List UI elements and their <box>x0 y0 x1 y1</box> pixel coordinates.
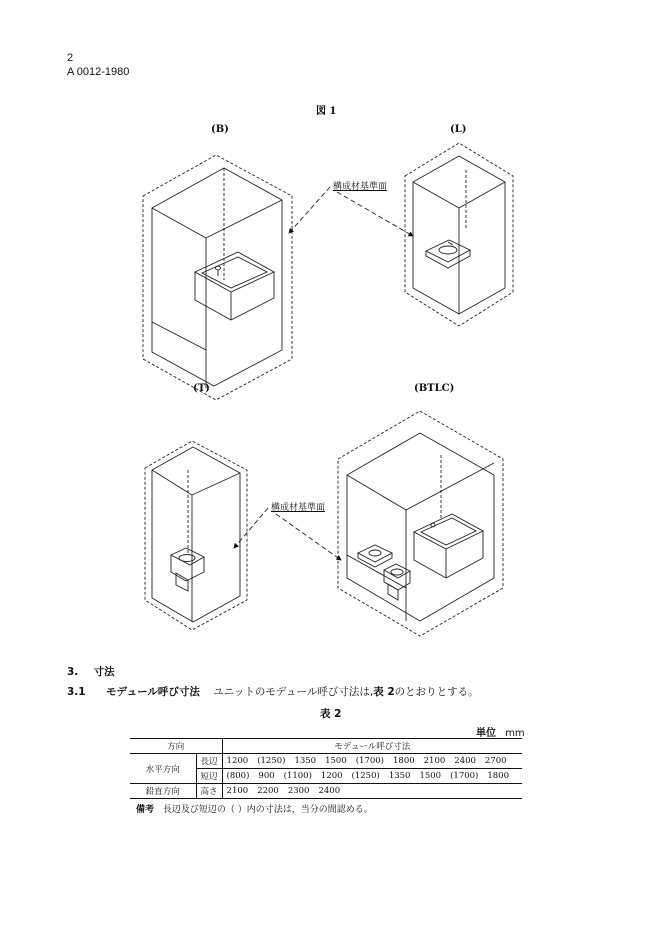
table-2-caption: 表 2 <box>320 708 342 720</box>
row-values <box>222 784 522 799</box>
value-cell: 2700 <box>484 756 507 766</box>
table-2 <box>130 738 522 799</box>
table-header-row <box>130 739 522 754</box>
value-cell: (1100) <box>283 771 312 781</box>
vertical-direction: 鉛直方向 <box>130 784 196 799</box>
value-cell: 2400 <box>454 756 476 766</box>
value-cell: 2300 <box>287 786 310 796</box>
unit-b-diagram <box>143 155 292 400</box>
section-3-1-body-pre: ユニットのモデュール呼び寸法は, <box>213 686 374 698</box>
value-cell: 900 <box>258 771 275 781</box>
callout-reference-plane-top: 構成材基準面 <box>333 182 388 192</box>
section-3-1-number: 3.1 <box>67 686 86 698</box>
table-2-note <box>136 802 373 815</box>
section-3-number: 3. <box>67 666 79 678</box>
value-cell: 1350 <box>388 771 411 781</box>
figure-caption: 図 1 <box>316 106 337 117</box>
table-2-unit <box>476 724 525 739</box>
value-cell: 2200 <box>257 786 279 796</box>
value-cell: (800) <box>226 771 250 781</box>
value-cell: (1250) <box>351 771 380 781</box>
value-cell: 2100 <box>423 756 446 766</box>
value-cell: 1800 <box>393 756 415 766</box>
row-sub-label: 長辺 <box>196 754 222 769</box>
note-text: 長辺及び短辺の（ ）内の寸法は，当分の間認める。 <box>162 805 373 815</box>
value-cell: 1350 <box>294 756 317 766</box>
unit-value: mm <box>505 728 525 739</box>
label-b: (B) <box>211 124 229 135</box>
row-sub-label: 高さ <box>196 784 222 799</box>
value-cell: 1200 <box>320 771 343 781</box>
label-btlc: (BTLC) <box>414 383 455 394</box>
unit-t-diagram <box>145 441 247 630</box>
section-3-1-body-post: のとおりとする。 <box>394 686 479 698</box>
unit-btlc-diagram <box>338 411 503 636</box>
value-cell: 1500 <box>419 771 442 781</box>
value-cell: 1800 <box>487 771 509 781</box>
unit-l-diagram <box>405 143 513 326</box>
head-values: モデュール呼び寸法 <box>334 742 411 752</box>
section-3-heading <box>67 664 115 679</box>
value-cell: 1500 <box>325 756 347 766</box>
table-row <box>130 784 522 799</box>
label-l: (L) <box>450 124 467 135</box>
value-cell: 2400 <box>318 786 341 796</box>
value-cell: (1700) <box>450 771 479 781</box>
section-3-1-table-ref: 表 2 <box>373 686 395 698</box>
page-number: 2 <box>67 52 74 64</box>
callout-reference-plane-bottom: 構成材基準面 <box>271 503 326 513</box>
section-3-1-title: モデュール呼び寸法 <box>105 686 200 698</box>
label-t: (T) <box>193 383 210 394</box>
value-cell: 1200 <box>226 756 249 766</box>
head-direction: 方向 <box>130 739 222 754</box>
value-cell: (1700) <box>355 756 384 766</box>
row-values <box>222 769 522 784</box>
standard-code: A 0012-1980 <box>67 66 130 78</box>
row-values <box>222 754 522 769</box>
unit-label: 単位 <box>476 728 496 739</box>
value-cell: (1250) <box>257 756 286 766</box>
table-row <box>130 754 522 769</box>
section-3-1-paragraph <box>67 684 479 699</box>
horizontal-direction: 水平方向 <box>130 754 196 784</box>
leader-lines <box>234 187 413 560</box>
note-label: 備考 <box>136 805 155 815</box>
row-sub-label: 短辺 <box>196 769 222 784</box>
value-cell: 2100 <box>226 786 249 796</box>
section-3-title: 寸法 <box>93 666 115 678</box>
